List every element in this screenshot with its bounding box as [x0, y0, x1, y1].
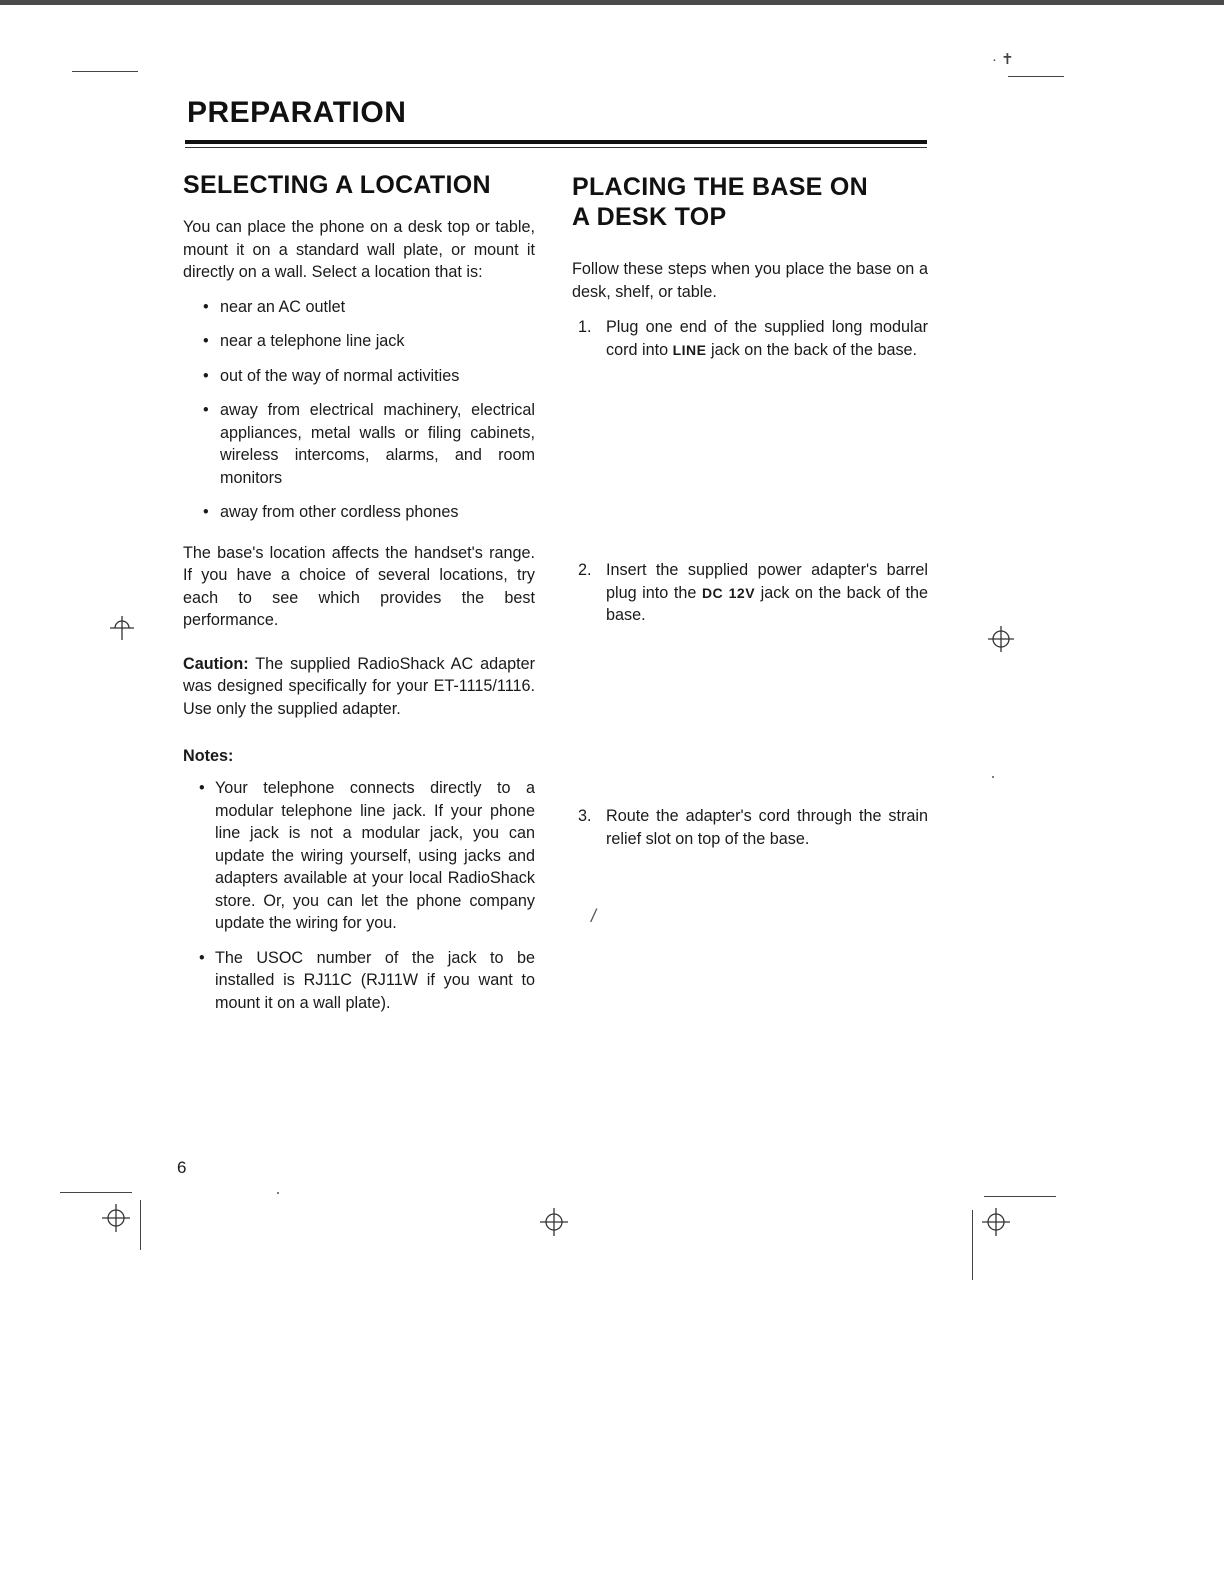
step-number: 2. [578, 561, 592, 579]
notes-label: Notes: [183, 747, 234, 765]
location-criteria-list [203, 296, 535, 524]
registration-mark-bottom-center-icon [538, 1206, 562, 1230]
list-item: • The USOC number of the jack to be installed is RJ11C (RJ11W if you want to mount it on a wall plate). [199, 947, 535, 1015]
heading-line-1: PLACING THE BASE ON [572, 173, 868, 201]
step-3 [572, 805, 928, 850]
crop-mark-bottom-right [984, 1196, 1056, 1197]
section-heading-placing-base [572, 172, 928, 232]
registration-mark-bottom-right-icon [980, 1206, 1004, 1230]
registration-mark-bottom-left-icon [100, 1202, 124, 1226]
registration-mark-right-icon [986, 624, 1010, 648]
location-intro: You can place the phone on a desk top or table, mount it on a standard wall plate, or mount it directly on a wall. Select a location that is: [183, 218, 535, 281]
list-item: • out of the way of normal activities [203, 365, 535, 388]
list-item: • away from electrical machinery, electrical appliances, metal walls or filing cabinets, wireless intercoms, alarms, and room monitors [203, 399, 535, 489]
desk-top-intro: Follow these steps when you place the base on a desk, shelf, or table. [572, 260, 928, 301]
step-text: Route the adapter's cord through the strain relief slot on top of the base. [606, 807, 928, 848]
step-text: Plug one end of the supplied long modular cord into LINE jack on the back of the base. [606, 318, 928, 359]
title-rule [185, 140, 927, 144]
jack-label-line: LINE [672, 341, 707, 358]
scan-dot [992, 776, 994, 778]
list-item: • Your telephone connects directly to a modular telephone line jack. If your phone line jack is not a modular jack, you can update the wiring yourself, using jacks and adapters available at your local RadioShack store. Or, you can let the phone company update the wiring for you. [199, 777, 535, 935]
left-column [183, 170, 535, 1026]
right-column [572, 172, 928, 932]
section-heading-selecting-location: SELECTING A LOCATION [183, 171, 491, 199]
step-number: 3. [578, 807, 592, 825]
heading-line-2: A DESK TOP [572, 203, 727, 231]
crop-mark-bottom-left [60, 1192, 132, 1193]
registration-mark-left-icon [108, 614, 132, 638]
scan-artifact-mark: / [591, 906, 597, 926]
caution-text: The supplied RadioShack AC adapter was designed specifically for your ET-1115/1116. Use only the supplied adapter. [183, 654, 535, 718]
crop-mark-bottom-right-vertical [972, 1210, 973, 1280]
caution-label: Caution: [183, 654, 249, 673]
list-item: • away from other cordless phones [203, 501, 535, 524]
registration-mark-top-right: · ✝ [992, 51, 1014, 68]
page-title: PREPARATION [187, 96, 407, 129]
scan-dot [277, 1192, 279, 1194]
crop-mark-top-right [1008, 76, 1064, 77]
title-rule-thin [185, 147, 927, 148]
caution-paragraph [183, 653, 535, 721]
step-text: Insert the supplied power adapter's barrel plug into the DC 12V jack on the back of the base. [606, 561, 928, 624]
range-paragraph: The base's location affects the handset's range. If you have a choice of several locations, try each to see which provides the best performance. [183, 543, 535, 629]
list-item: • near an AC outlet [203, 296, 535, 319]
page-number: 6 [177, 1158, 187, 1177]
jack-label-dc12v: DC 12V [701, 584, 756, 601]
notes-list [199, 777, 535, 1014]
list-item: • near a telephone line jack [203, 330, 535, 353]
step-number: 1. [578, 318, 592, 336]
crop-mark-bottom-left-vertical [140, 1200, 141, 1250]
step-1 [572, 316, 928, 361]
step-2 [572, 559, 928, 627]
scan-edge-bar [0, 0, 1224, 5]
crop-mark-top-left [72, 71, 138, 72]
